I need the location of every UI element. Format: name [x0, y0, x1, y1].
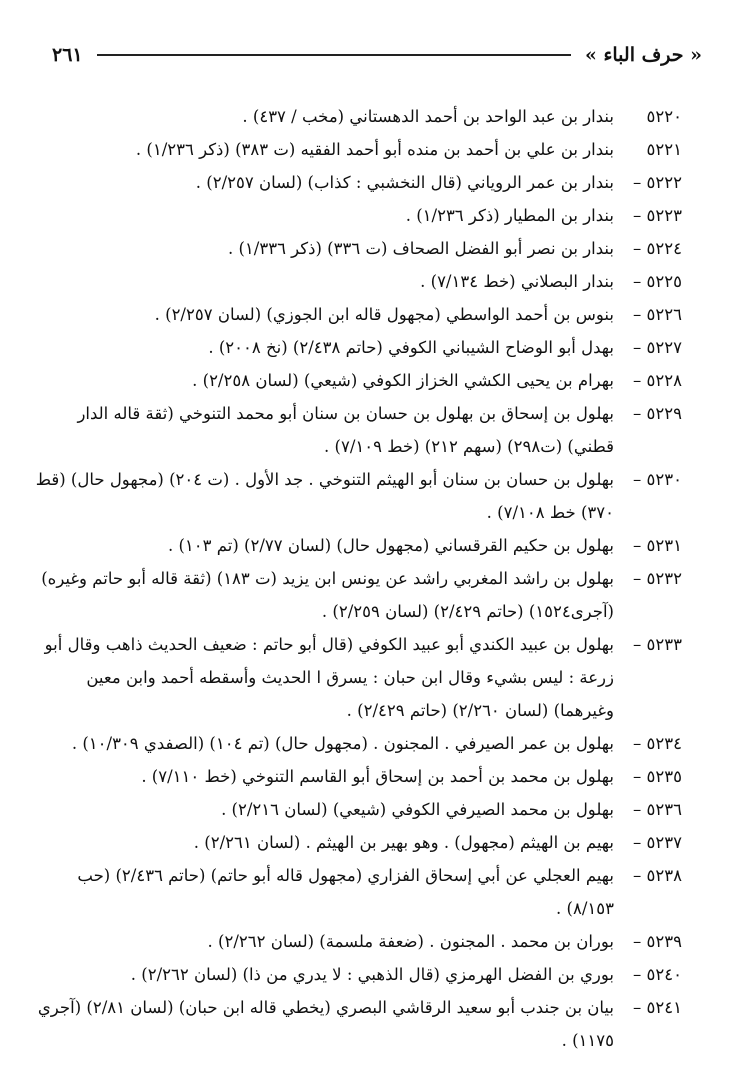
- entry-number: ٥٢٣٤ –: [633, 734, 682, 753]
- entry-item: [30, 298, 682, 331]
- entry-item: [30, 859, 682, 925]
- entry-text: بندار بن المطيار (ذكر ١/٢٣٦) .: [405, 206, 614, 225]
- entry-text: بهدل أبو الوضاح الشيباني الكوفي (حاتم ٢/٤٣٨) (نخ ٢٠٠٨) .: [208, 338, 614, 357]
- entry-text: بهلول بن محمد الصيرفي الكوفي (شيعي) (لسان ٢/٢١٦) .: [221, 800, 614, 819]
- entry-item: [30, 100, 682, 133]
- entry-text: بنوس بن أحمد الواسطي (مجهول قاله ابن الجوزي) (لسان ٢/٢٥٧) .: [154, 305, 614, 324]
- entry-item: [30, 133, 682, 166]
- entry-number: ٥٢٢٦ –: [633, 305, 682, 324]
- entry-number: ٥٢٢٣ –: [633, 206, 682, 225]
- entry-text: بهلول بن عبيد الكندي أبو عبيد الكوفي (قال أبو حاتم : ضعيف الحديث ذاهب وقال أبو زرعة : ليس بشيء وقال ابن حبان : يسرق ا الحديث وأسقطه أحمد وابن معين وغيرهما) (لسان ٢/٢٦٠) (حاتم ٢/٤٢٩) .: [44, 635, 614, 720]
- entry-number: ٥٢٣٣ –: [633, 635, 682, 654]
- entry-item: [30, 727, 682, 760]
- entry-text: بهلول بن محمد بن أحمد بن إسحاق أبو القاسم التنوخي (خط ٧/١١٠) .: [141, 767, 614, 786]
- entry-text: بهلول بن حسان بن سنان أبو الهيثم التنوخي . جد الأول . (ت ٢٠٤) (مجهول حال) (قط ٣٧٠) خط ٧/١٠٨) .: [35, 470, 614, 522]
- entry-item: [30, 364, 682, 397]
- entry-text: بوري بن الفضل الهرمزي (قال الذهبي : لا يدري من ذا) (لسان ٢/٢٦٢) .: [130, 965, 614, 984]
- entry-text: بهلول بن حكيم القرقساني (مجهول حال) (لسان ٢/٧٧) (تم ١٠٣) .: [167, 536, 614, 555]
- entry-number: ٥٢٣٦ –: [633, 800, 682, 819]
- entry-item: [30, 199, 682, 232]
- entry-item: [30, 397, 682, 463]
- entry-text: بندار بن عمر الروياني (قال النخشبي : كذاب) (لسان ٢/٢٥٧) .: [195, 173, 614, 192]
- entry-text: بهرام بن يحيى الكشي الخزاز الكوفي (شيعي) (لسان ٢/٢٥٨) .: [192, 371, 614, 390]
- entry-number: ٥٢٢٤ –: [633, 239, 682, 258]
- entry-text: بوران بن محمد . المجنون . (ضعفة ملسمة) (لسان ٢/٢٦٢) .: [207, 932, 614, 951]
- entry-number: ٥٢٢١: [646, 140, 682, 159]
- entry-text: بهلول بن إسحاق بن بهلول بن حسان بن سنان أبو محمد التنوخي (ثقة قاله الدار قطني) (ت٢٩٨) (سهم ٢١٢) (خط ٧/١٠٩) .: [77, 404, 614, 456]
- entry-text: بيان بن جندب أبو سعيد الرقاشي البصري (يخطي قاله ابن حبان) (لسان ٢/٨١) (آجري ١١٧٥) .: [37, 998, 614, 1050]
- entry-text: بندار البصلاني (خط ٧/١٣٤) .: [420, 272, 614, 291]
- entry-list: [30, 100, 682, 1057]
- entry-text: بهلول بن عمر الصيرفي . المجنون . (مجهول حال) (تم ١٠٤) (الصفدي ١٠/٣٠٩) .: [71, 734, 614, 753]
- entry-text: بهيم بن الهيثم (مجهول) . وهو بهير بن الهيثم . (لسان ٢/٢٦١) .: [193, 833, 614, 852]
- entry-item: [30, 925, 682, 958]
- entry-number: ٥٢٣٥ –: [633, 767, 682, 786]
- entry-text: بندار بن عبد الواحد بن أحمد الدهستاني (مخب / ٤٣٧) .: [242, 107, 614, 126]
- entry-item: [30, 232, 682, 265]
- page-header: [52, 40, 702, 70]
- entry-item: [30, 958, 682, 991]
- entry-number: ٥٢٣٠ –: [633, 470, 682, 489]
- page-number: ٢٦١: [52, 44, 83, 66]
- entry-item: [30, 991, 682, 1057]
- entry-text: بهلول بن راشد المغربي راشد عن يونس ابن يزيد (ت ١٨٣) (ثقة قاله أبو حاتم وغيره) (آجرى١٥٢٤) (حاتم ٢/٤٢٩) (لسان ٢/٢٥٩) .: [41, 569, 614, 621]
- entry-text: بندار بن علي بن أحمد بن منده أبو أحمد الفقيه (ت ٣٨٣) (ذكر ١/٢٣٦) .: [135, 140, 614, 159]
- entry-item: [30, 628, 682, 727]
- entry-number: ٥٢٢٠: [646, 107, 682, 126]
- entry-text: بهيم العجلي عن أبي إسحاق الفزاري (مجهول قاله أبو حاتم) (حاتم ٢/٤٣٦) (حب ٨/١٥٣) .: [77, 866, 614, 918]
- entry-item: [30, 562, 682, 628]
- entry-number: ٥٢٤١ –: [633, 998, 682, 1017]
- entry-number: ٥٢٣٢ –: [633, 569, 682, 588]
- entry-number: ٥٢٤٠ –: [633, 965, 682, 984]
- entry-number: ٥٢٣٨ –: [633, 866, 682, 885]
- entry-number: ٥٢٢٥ –: [633, 272, 682, 291]
- entry-item: [30, 265, 682, 298]
- entry-number: ٥٢٢٧ –: [633, 338, 682, 357]
- entry-item: [30, 166, 682, 199]
- entry-number: ٥٢٣١ –: [633, 536, 682, 555]
- entry-number: ٥٢٢٢ –: [633, 173, 682, 192]
- entry-item: [30, 826, 682, 859]
- chapter-title: « حرف الباء »: [584, 44, 702, 66]
- entry-number: ٥٢٣٧ –: [633, 833, 682, 852]
- entry-number: ٥٢٢٨ –: [633, 371, 682, 390]
- entry-item: [30, 529, 682, 562]
- entry-number: ٥٢٢٩ –: [633, 404, 682, 423]
- entry-text: بندار بن نصر أبو الفضل الصحاف (ت ٣٣٦) (ذكر ١/٣٣٦) .: [227, 239, 614, 258]
- entry-item: [30, 463, 682, 529]
- entry-number: ٥٢٣٩ –: [633, 932, 682, 951]
- entry-item: [30, 793, 682, 826]
- entry-item: [30, 331, 682, 364]
- entry-item: [30, 760, 682, 793]
- header-rule: [97, 54, 571, 56]
